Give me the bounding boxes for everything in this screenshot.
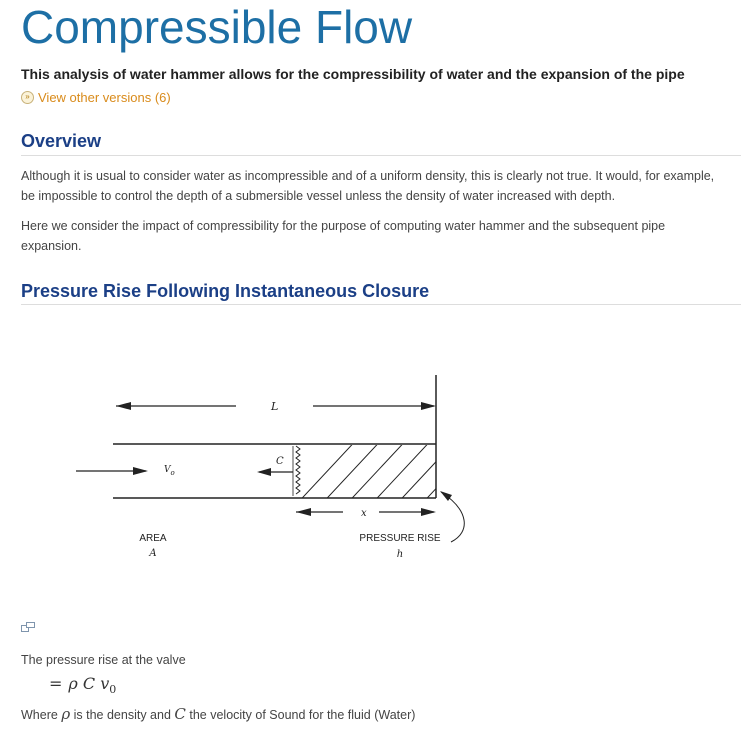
where-middle: is the density and xyxy=(73,708,171,722)
view-versions-link[interactable] xyxy=(21,90,171,105)
x-arrow-right-head xyxy=(421,508,436,516)
where-prefix: Where xyxy=(21,708,58,722)
flow-velocity-arrow-head xyxy=(133,467,148,475)
page-title: Compressible Flow xyxy=(21,1,413,53)
label-L: L xyxy=(271,400,279,413)
water-hammer-diagram xyxy=(21,320,541,600)
expand-versions-icon: » xyxy=(21,91,34,104)
label-x: x xyxy=(361,508,367,519)
pressure-rise-pointer xyxy=(441,492,464,542)
area-symbol: A xyxy=(149,548,157,559)
overview-paragraph-2: Here we consider the impact of compressibility for the purpose of computing water hammer and the subsequent pipe expansion. xyxy=(21,219,666,253)
formula-expression: ρ C v xyxy=(68,674,110,693)
pressure-rise-label: PRESSURE RISE xyxy=(359,533,441,544)
pressure-rise-pointer-head xyxy=(440,491,452,501)
label-vo: $V_o$ xyxy=(164,465,175,477)
length-arrow-right-head xyxy=(421,402,436,410)
wave-speed-arrow-head xyxy=(257,468,271,476)
section-heading: Pressure Rise Following Instantaneous Closure xyxy=(21,281,430,301)
formula-explanation xyxy=(21,705,415,723)
rho-symbol: ρ xyxy=(61,705,71,723)
formula-subscript: 0 xyxy=(109,683,117,697)
pressure-formula xyxy=(49,674,116,696)
label-C: C xyxy=(276,456,284,467)
overview-heading: Overview xyxy=(21,131,102,151)
view-versions-label[interactable]: View other versions (6) xyxy=(38,90,171,105)
image-expand-icon[interactable] xyxy=(21,622,35,632)
overview-divider xyxy=(21,155,741,156)
formula-equals: = xyxy=(49,674,63,693)
page-subtitle: This analysis of water hammer allows for the compressibility of water and the expansion of the pipe xyxy=(21,66,685,82)
length-arrow-left-head xyxy=(116,402,131,410)
where-suffix: the velocity of Sound for the fluid (Water) xyxy=(189,708,416,722)
c-symbol: C xyxy=(174,705,186,723)
section-divider xyxy=(21,304,741,305)
formula-intro: The pressure rise at the valve xyxy=(21,653,186,667)
overview-paragraph-1: Although it is usual to consider water as incompressible and of a uniform density, this is clearly not true. It would, for example, be impossible to control the depth of a submersible vessel unless the density of water increased with depth. xyxy=(21,169,715,203)
pressure-rise-symbol: h xyxy=(396,549,404,560)
area-label: AREA xyxy=(139,533,167,544)
pressure-wave-front xyxy=(296,446,300,494)
x-arrow-left-head xyxy=(296,508,311,516)
